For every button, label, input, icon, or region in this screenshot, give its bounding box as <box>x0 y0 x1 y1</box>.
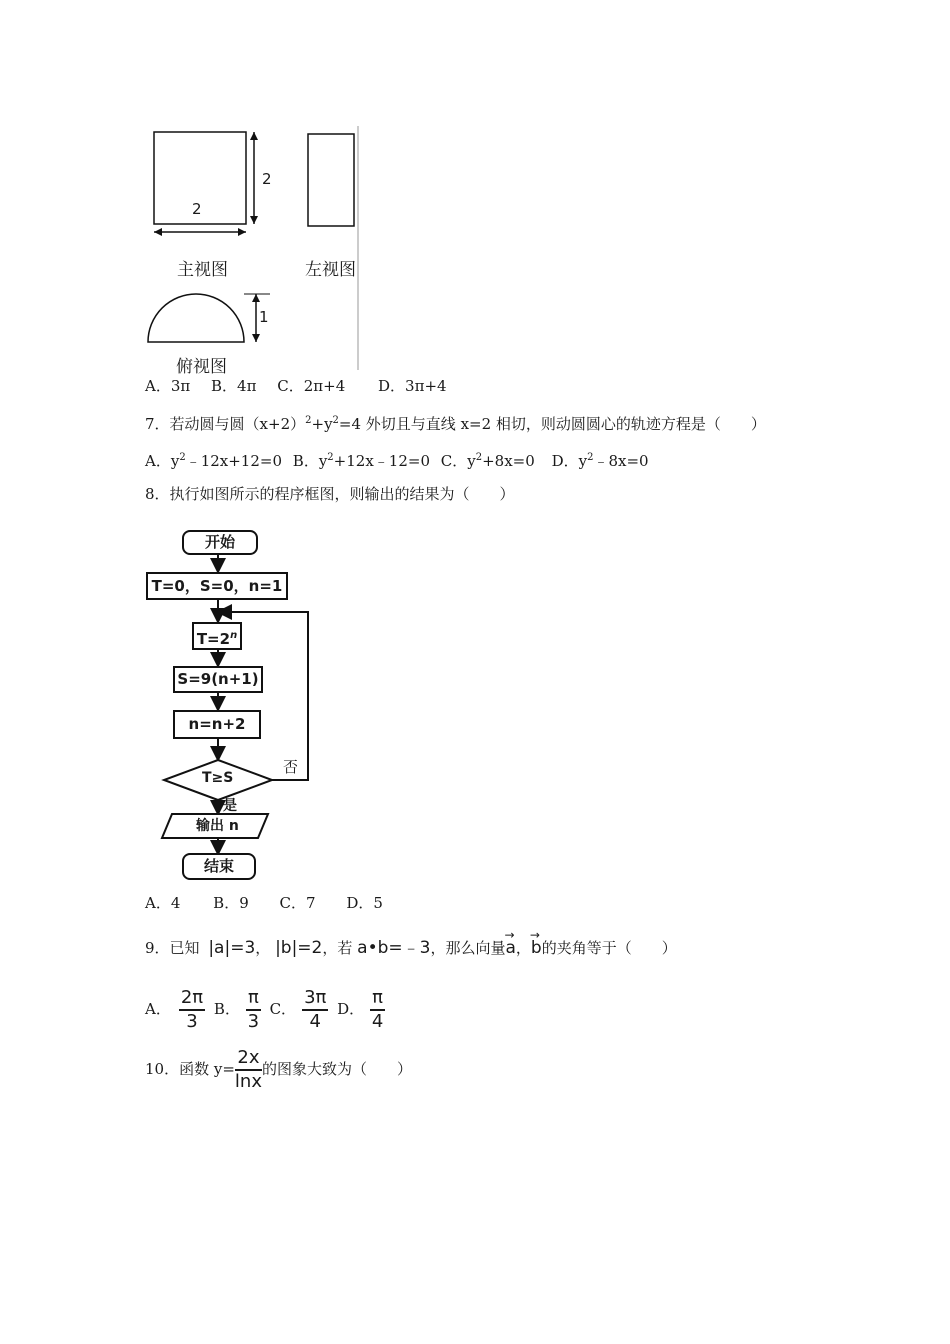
q9-option-d: D． $\frac{\pi}{4}$ <box>337 987 384 1032</box>
q10-denominator: lnx <box>234 1071 262 1092</box>
q7-option-c: C．$y^2+8x=0$ <box>440 452 535 470</box>
q6-option-a: A．3π <box>145 377 191 395</box>
depth-arrow-bottom <box>252 334 260 342</box>
q9-b-magnitude: |b|=2 <box>275 938 323 958</box>
q9-question <box>145 936 677 960</box>
q7-sup-2: 2 <box>332 415 339 426</box>
flow-no-label: 否 <box>283 758 299 776</box>
dim-width-label: 2 <box>192 200 202 218</box>
height-arrow-top <box>250 132 258 140</box>
q9-sep: ， <box>515 939 531 957</box>
q9-comma-1: ， <box>255 939 271 957</box>
q9-vector-a: → a <box>505 936 515 960</box>
q9-option-c: C． $\frac{3\pi}{4}$ <box>269 987 327 1032</box>
q6-option-d: D．3π+4 <box>378 377 447 395</box>
q8-option-b: B．9 <box>213 894 249 912</box>
q7-question <box>145 411 766 434</box>
q6-options <box>145 376 447 396</box>
q7-option-b: B．$y^2+12x﹣12=0$ <box>292 452 430 470</box>
q8-question: 8．执行如图所示的程序框图，则输出的结果为（ ） <box>145 485 515 503</box>
flow-step1: $T=2^n$ <box>192 622 242 650</box>
flow-start: 开始 <box>182 530 258 555</box>
q8-options <box>145 893 383 913</box>
three-view-drawing <box>140 120 380 372</box>
side-view-label: 左视图 <box>305 260 356 280</box>
top-view-label: 俯视图 <box>176 357 227 377</box>
flow-end: 结束 <box>182 853 256 880</box>
q7-options <box>145 448 649 471</box>
side-view-rect <box>308 134 354 226</box>
q10-prefix: 10．函数 y= <box>145 1060 235 1078</box>
q7-sup-1: 2 <box>305 415 312 426</box>
flow-condition: T≥S <box>202 770 234 786</box>
flow-init: T=0，S=0，n=1 <box>146 572 288 600</box>
q8-option-d: D．5 <box>346 894 383 912</box>
q8-option-a: A．4 <box>145 894 181 912</box>
dim-depth-label: 1 <box>259 308 269 326</box>
q7-text-b: +y <box>311 415 333 433</box>
q9-a-magnitude: |a|=3 <box>208 938 256 958</box>
q7-option-d: D．$y^2﹣8x=0$ <box>551 452 649 470</box>
width-arrow-left <box>154 228 162 236</box>
flow-step2: S=9(n+1) <box>173 666 263 693</box>
dim-height-label: 2 <box>262 170 272 188</box>
q6-option-b: B．4π <box>211 377 257 395</box>
q8-option-c: C．7 <box>279 894 316 912</box>
q10-fraction <box>235 1048 262 1092</box>
q9-option-a: A． $\frac{2\pi}{3}$ <box>145 987 204 1032</box>
depth-arrow-top <box>252 294 260 302</box>
q9-options <box>145 988 385 1032</box>
width-arrow-right <box>238 228 246 236</box>
q9-vector-b: → b <box>531 936 542 960</box>
q9-option-b: B． $\frac{\pi}{3}$ <box>213 987 260 1032</box>
flow-step3: n=n+2 <box>173 710 261 739</box>
q10-suffix: 的图象大致为（ ） <box>261 1060 412 1078</box>
height-arrow-bottom <box>250 216 258 224</box>
q9-comma-2: ，若 <box>322 939 353 957</box>
q9-prefix: 9．已知 <box>145 939 200 957</box>
q10-question <box>145 1048 412 1092</box>
q7-text-a: 若动圆与圆（x+2） <box>169 415 306 433</box>
flow-yes-label: 是 <box>223 798 237 814</box>
q6-option-c: C．2π+4 <box>277 377 346 395</box>
flow-output: 输出 n <box>196 818 239 834</box>
q7-number: 7． <box>145 415 170 433</box>
q7-text-c: =4 外切且与直线 x=2 相切，则动圆圆心的轨迹方程是（ ） <box>338 415 766 433</box>
q9-dot-product: a•b=﹣3 <box>357 938 431 958</box>
q9-suffix: 的夹角等于（ ） <box>541 939 677 957</box>
q9-middle: ，那么向量 <box>430 939 506 957</box>
q10-numerator: 2x <box>235 1048 262 1071</box>
top-view-semicircle <box>148 294 244 342</box>
front-view-label: 主视图 <box>177 260 228 280</box>
q7-option-a: A．$y^2﹣12x+12=0$ <box>145 452 283 470</box>
